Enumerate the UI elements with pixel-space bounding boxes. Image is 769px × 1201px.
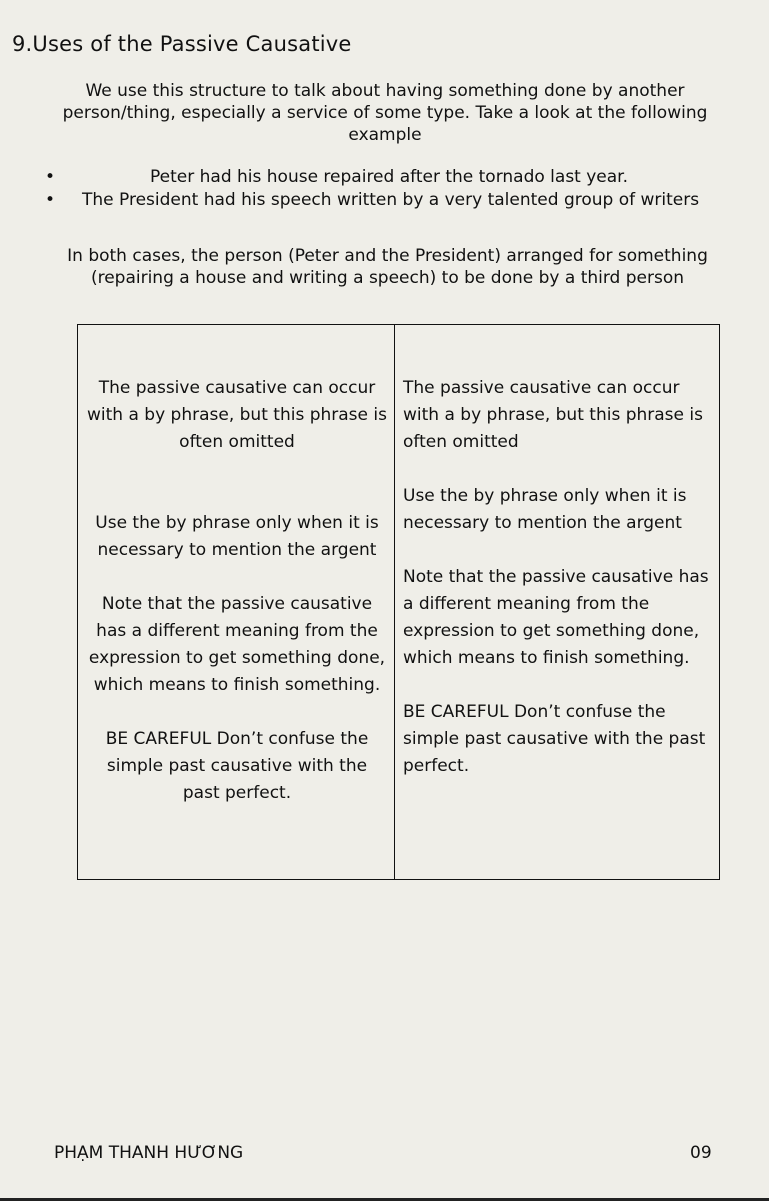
note-paragraph: Use the by phrase only when it is necessary to mention the argent <box>95 513 379 560</box>
example-sentence: Peter had his house repaired after the tornado last year. <box>150 167 629 187</box>
note-paragraph: The passive causative can occur with a by phrase, but this phrase is often omitted <box>403 378 703 452</box>
list-item <box>0 166 769 189</box>
bullet-icon: • <box>45 167 56 187</box>
note-paragraph: Note that the passive causative has a different meaning from the expression to get something done, which means to finish something. <box>88 594 386 695</box>
section-title: 9.Uses of the Passive Causative <box>12 32 352 56</box>
notes-column-left <box>78 325 395 879</box>
intro-paragraph: We use this structure to talk about having something done by another person/thing, especially a service of some type. Take a look at the following example <box>62 81 708 145</box>
list-item <box>0 189 769 212</box>
example-sentence: The President had his speech written by a very talented group of writers <box>82 190 700 210</box>
note-paragraph: BE CAREFUL Don’t confuse the simple past causative with the past perfect. <box>403 702 706 776</box>
page-number: 09 <box>690 1143 712 1163</box>
example-list <box>0 166 769 212</box>
footer-author: PHẠM THANH HƯƠNG <box>54 1143 244 1163</box>
explanation-paragraph: In both cases, the person (Peter and the President) arranged for something (repairing a house and writing a speech) to be done by a third person <box>67 246 708 288</box>
note-paragraph: Use the by phrase only when it is necessary to mention the argent <box>403 486 687 533</box>
notes-table <box>77 324 720 880</box>
note-paragraph: Note that the passive causative has a different meaning from the expression to get something done, which means to finish something. <box>403 567 709 668</box>
note-paragraph: BE CAREFUL Don’t confuse the simple past causative with the past perfect. <box>105 729 369 803</box>
bullet-icon: • <box>45 190 56 210</box>
notes-column-right <box>395 325 719 879</box>
note-paragraph: The passive causative can occur with a by phrase, but this phrase is often omitted <box>87 378 387 452</box>
